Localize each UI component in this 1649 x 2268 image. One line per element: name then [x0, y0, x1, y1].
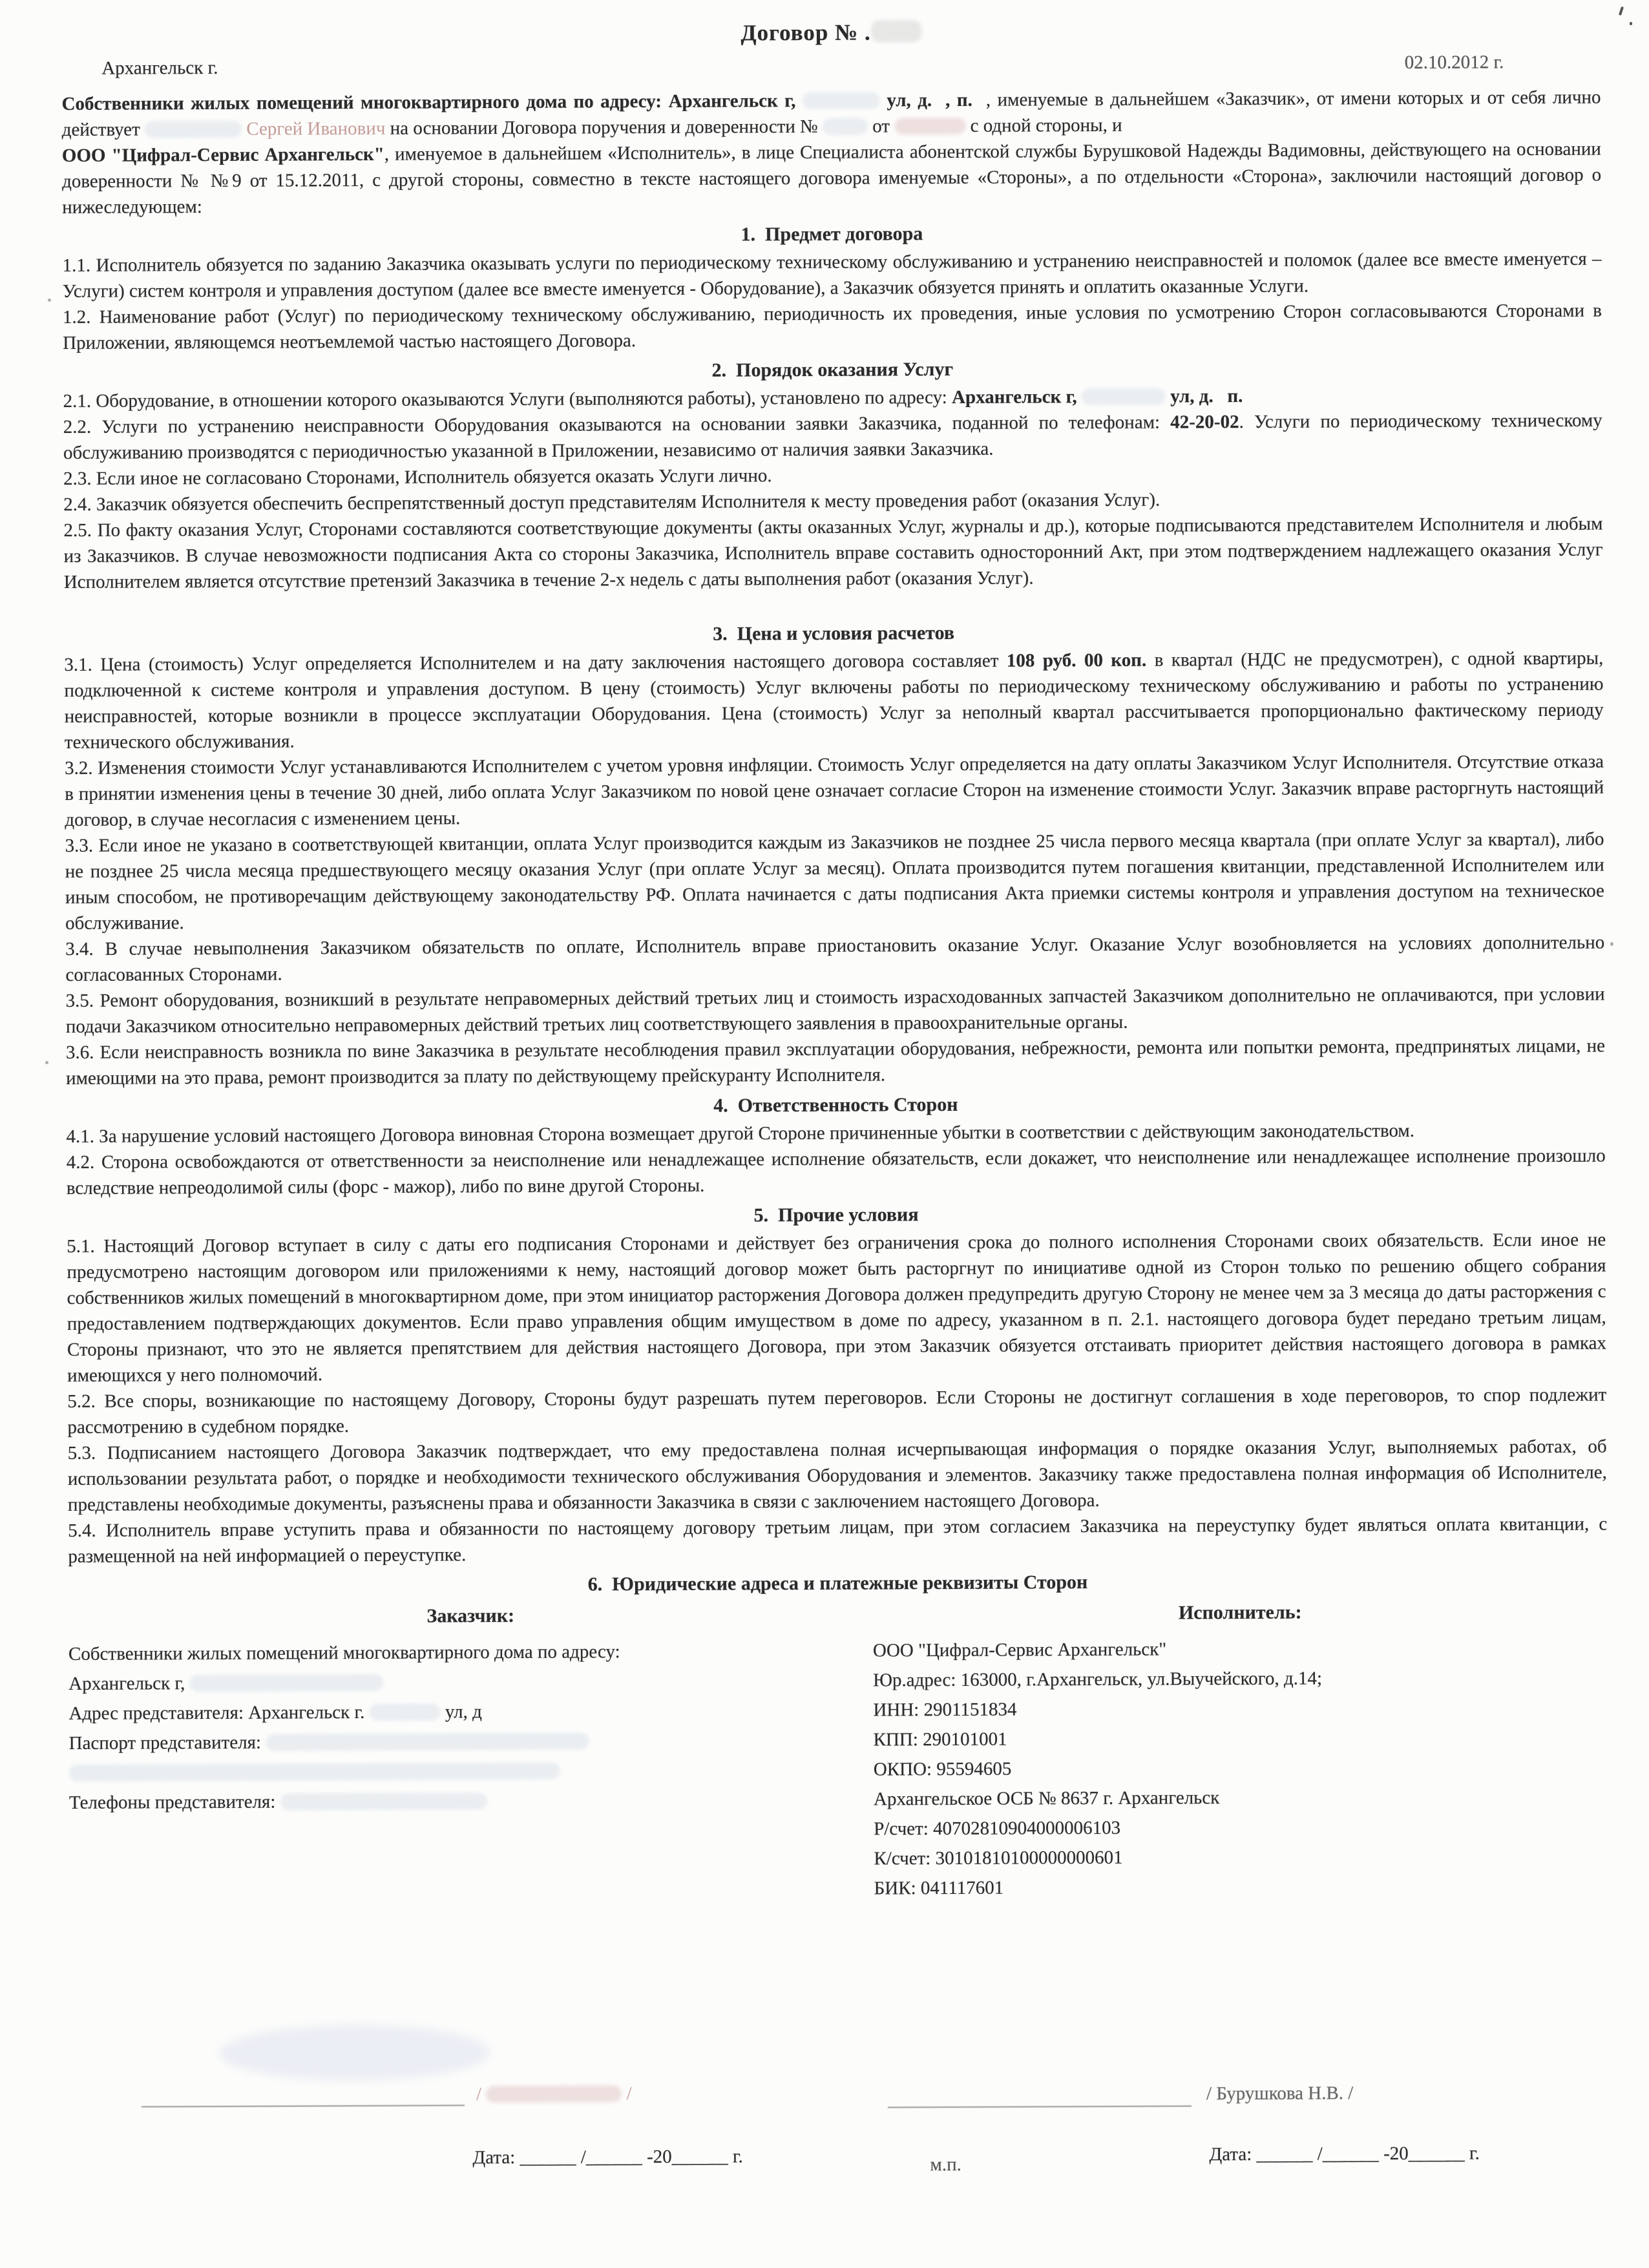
clause-3-4: 3.4. В случае невыполнения Заказчиком обязательств по оплате, Исполнитель вправе приостановить оказание Услуг. Оказание Услуг возобновляется на условиях дополнительно согласованных Сторонами. — [65, 932, 1605, 985]
clause-5-2: 5.2. Все споры, возникающие по настоящему Договору, Стороны будут разрешать путем переговоров. Если Стороны не достигнут соглашения в ходе переговоров, то спор подлежит рассмотрению в судебном порядке. — [67, 1384, 1607, 1438]
clause-3-3: 3.3. Если иное не указано в соответствующей квитанции, оплата Услуг производится каждым из Заказчиков не позднее 25 числа первого месяца квартала (при оплате Услуг за квартал), либо не позднее 25 числа месяца предшествующего месяцу оказания Услуг (при оплате Услуг за месяц). Оплата производится путем погашения квитанции, представленной Исполнителем или иным способом, не противоречащим действующему законодательству РФ. Оплата начинается с даты подписания Акта приемки системы контроля и управления доступом на техническое обслуживание. — [65, 828, 1604, 934]
document-content — [61, 17, 1609, 2176]
scan-speck — [1610, 942, 1613, 946]
contractor-line: ОКПО: 95594605 — [873, 1758, 1012, 1780]
slash: / — [476, 2084, 482, 2105]
section-6-heading: 6. Юридические адреса и платежные реквизиты Сторон — [587, 1571, 1088, 1595]
section-5-heading: 5. Прочие условия — [753, 1204, 919, 1226]
clause-5-1: 5.1. Настоящий Договор вступает в силу с даты его подписания Сторонами и действует без ограничения срока до полного исполнения Сторонами своих обязательств. Если иное не предусмотрено настоящим договором или приложениями к нему, настоящий договор может быть расторгнут по инициативе одной из Сторон только по решению общего собрания собственников жилых помещений в многоквартирном доме, при этом инициатор расторжения Договора должен предупредить другую Сторону не менее чем за 3 месяца до даты расторжения с предоставлением подтверждающих документов. Если право управления общим имуществом в доме по адресу, указанном в п. 2.1. настоящего договора будет передано третьим лицам, Стороны признают, что это не является препятствием для действия настоящего Договора, при этом Заказчик обязуется отстаивать приоритет действия настоящего договора в рамках имеющихся у него полномочий. — [67, 1229, 1607, 1386]
document-title — [61, 17, 1601, 49]
signature-area — [70, 2051, 1610, 2212]
clause-3-5: 3.5. Ремонт оборудования, возникший в результате неправомерных действий третьих лиц и стоимость израсходованных запчастей Заказчиком дополнительно не оплачиваются, при условии подачи Заказчиком относительно неправомерных действий третьих лиц соответствующего заявления в правоохранительные органы. — [65, 983, 1605, 1037]
customer-date-line: Дата: ______ /______ -20______ г. — [472, 2146, 743, 2168]
contractor-line: Юр.адрес: 163000, г.Архангельск, ул.Выучейского, д.14; — [873, 1668, 1323, 1691]
section-2-heading: 2. Порядок оказания Услуг — [711, 358, 954, 381]
customer-line: Паспорт представителя: — [69, 1725, 874, 1758]
customer-line: Телефоны представителя: — [69, 1785, 874, 1818]
customer-requisites — [68, 1599, 874, 1907]
clause-1-2: 1.2. Наименование работ (Услуг) по периодическому техническому обслуживанию, периодичность их проведения, иные условия по усмотрению Сторон согласовываются Сторонами в Приложении, являющемся неотъемлемой частью настоящего Договора. — [62, 300, 1602, 353]
clause-1-1: 1.1. Исполнитель обязуется по заданию Заказчика оказывать услуги по периодическому техническому обслуживанию и устранению неисправностей и поломок (далее все вместе именуется – Услуги) систем контроля и управления доступом (далее все вместе именуется - Оборудование), а Заказчик обязуется принять и оплатить оказанные Услуги. — [62, 248, 1602, 302]
pen-mark — [1630, 22, 1632, 25]
clause-2-5: 2.5. По факту оказания Услуг, Сторонами составляются соответствующие документы (акты оказанных Услуг, журналы и др.), которые подписываются представителем Исполнителя и любым из Заказчиков. В случае невозможности подписания Акта со стороны Заказчика, Исполнитель вправе составить односторонний Акт, при этом подтверждением надлежащего оказания Услуг Исполнителем является отсутствие претензий Заказчика в течение 2-х недель с даты выполнения работ (оказания Услуг). — [63, 513, 1603, 593]
contractor-requisites — [873, 1595, 1609, 1904]
customer-signature-line — [142, 2105, 465, 2107]
contractor-line: Р/счет: 40702810904000006103 — [874, 1817, 1121, 1840]
preamble-contractor: ООО "Цифрал-Сервис Архангельск", именуемое в дальнейшем «Исполнитель», в лице Специалиста абонентской службы Бурушковой Надежды Вадимовны, действующего на основании доверенности № №9 от 15.12.2011, с другой стороны, совместно в тексте настоящего договора именуемые «Стороны», а по отдельности «Сторона», заключили настоящий договор о нижеследующем: — [61, 138, 1602, 218]
city-label: Архангельск г. — [101, 57, 218, 79]
clause-3-6: 3.6. Если неисправность возникла по вине Заказчика в результате несоблюдения правил эксплуатации оборудования, небрежности, ремонта или попытки ремонта, предпринятых лицами, не имеющими на это права, ремонт производится за плату по действующему прейскуранту Исполнителя. — [65, 1035, 1605, 1089]
section-1-heading: 1. Предмет договора — [740, 223, 923, 246]
clause-2-1: 2.1. Оборудование, в отношении которого оказываются Услуги (выполняются работы), установлено по адресу: Архангельск г, ул, д. п. — [63, 386, 1243, 412]
slash: / — [626, 2083, 632, 2105]
date-label: 02.10.2012 г. — [1404, 52, 1504, 73]
requisites-block — [68, 1595, 1609, 1907]
redacted-name-smudge — [486, 2085, 622, 2103]
clause-4-2: 4.2. Сторона освобождаются от ответственности за неисполнение или ненадлежащее исполнение обязательств, если докажет, что неисполнение или ненадлежащее исполнение произошло вследствие непреодолимой силы (форс - мажор), либо по вине другой Стороны. — [66, 1145, 1606, 1199]
section-3-heading: 3. Цена и условия расчетов — [713, 622, 955, 645]
contractor-line: КПП: 290101001 — [873, 1728, 1007, 1750]
section-4-heading: 4. Ответственность Сторон — [713, 1093, 958, 1117]
clause-4-1: 4.1. За нарушение условий настоящего Договора виновная Сторона возмещает другой Стороне причиненные убытки в соответствии с действующим законодательством. — [66, 1120, 1415, 1147]
contractor-line: Архангельское ОСБ № 8637 г. Архангельск — [873, 1787, 1220, 1810]
title-stamp-smudge — [871, 20, 921, 42]
contractor-signature-name: / Бурушкова Н.В. / — [1206, 2083, 1354, 2105]
customer-title: Заказчик: — [426, 1604, 515, 1627]
customer-line: Адрес представителя: Архангельск г. ул, д — [68, 1701, 482, 1724]
contractor-signature-line — [888, 2105, 1192, 2108]
customer-line-redacted — [69, 1755, 874, 1788]
preamble-customer: Собственники жилых помещений многоквартирного дома по адресу: Архангельск г, ул, д. , п. , именуемые в дальнейшем «Заказчик», от имени которых и от себя лично действует Сергей Иванович на основании Договора поручения и доверенности № от с одной стороны, и — [61, 87, 1601, 140]
customer-line: Собственники жилых помещений многоквартирного дома по адресу: — [68, 1641, 620, 1664]
contractor-line: БИК: 041117601 — [874, 1877, 1004, 1899]
scan-speck — [45, 1061, 48, 1064]
clause-2-4: 2.4. Заказчик обязуется обеспечить беспрепятственный доступ представителям Исполнителя к месту проведения работ (оказания Услуг). — [63, 489, 1161, 515]
city-date-row — [61, 52, 1601, 79]
clause-2-3: 2.3. Если иное не согласовано Сторонами, Исполнитель обязуется оказать Услуги лично. — [63, 465, 772, 489]
contractor-line: ИНН: 2901151834 — [873, 1699, 1017, 1721]
title-text: Договор № . — [740, 19, 871, 46]
contractor-date-line: Дата: ______ /______ -20______ г. — [1209, 2143, 1480, 2165]
contractor-title: Исполнитель: — [1178, 1601, 1302, 1624]
stamp-placeholder: м.п. — [930, 2154, 961, 2176]
clause-2-2: 2.2. Услуги по устранению неисправности Оборудования оказываются на основании заявки Заказчика, поданной по телефонам: 42-20-02. Услуги по периодическому техническому обслуживанию производятся с периодичностью указанной в Приложении, независимо от наличия заявки Заказчика. — [63, 410, 1602, 463]
contractor-line: К/счет: 30101810100000000601 — [874, 1847, 1123, 1869]
clause-3-2: 3.2. Изменения стоимости Услуг устанавливаются Исполнителем с учетом уровня инфляции. Стоимость Услуг определяется на дату оплаты Заказчиком Услуг Исполнителя. Отсутствие отказа в принятии изменения цены в течение 30 дней, либо оплата Услуг Заказчиком по новой цене означает согласие Сторон на изменение стоимости Услуг. Заказчик вправе расторгнуть настоящий договор, в случае несогласия с изменением цены. — [64, 751, 1604, 830]
scan-speck — [48, 299, 51, 302]
customer-signature-name — [476, 2083, 632, 2105]
customer-line: Архангельск г, — [68, 1666, 873, 1699]
clause-3-1: 3.1. Цена (стоимость) Услуг определяется Исполнителем и на дату заключения настоящего договора составляет 108 руб. 00 коп. в квартал (НДС не предусмотрен), с одной квартиры, подключенной к системе контроля и управления доступом. В цену (стоимость) Услуг включены работы по периодическому техническому обслуживанию и работы по устранению неисправностей, которые возникли в процессе эксплуатации Оборудования. Цена (стоимость) Услуг за неполный квартал рассчитывается пропорционально фактическому периоду технического обслуживания. — [64, 647, 1604, 753]
pen-mark — [1619, 6, 1624, 16]
clause-5-3: 5.3. Подписанием настоящего Договора Заказчик подтверждает, что ему предоставлена полная исчерпывающая информация о порядке оказания Услуг, выполняемых работах, об использовании результата работ, о порядке и необходимости технического обслуживания Оборудования и элементов. Заказчику также предоставлена полная информация об Исполнителе, представлены необходимые документы, разъяснены права и обязанности Заказчика в связи с заключением настоящего Договора. — [67, 1436, 1607, 1515]
clause-5-4: 5.4. Исполнитель вправе уступить права и обязанности по настоящему договору третьим лицам, при этом согласием Заказчика на переуступку будет являться оплата квитанции, с размещенной на ней информацией о переуступке. — [68, 1513, 1608, 1567]
contractor-line: ООО "Цифрал-Сервис Архангельск" — [872, 1639, 1167, 1661]
stamp-smudge — [219, 2024, 490, 2081]
